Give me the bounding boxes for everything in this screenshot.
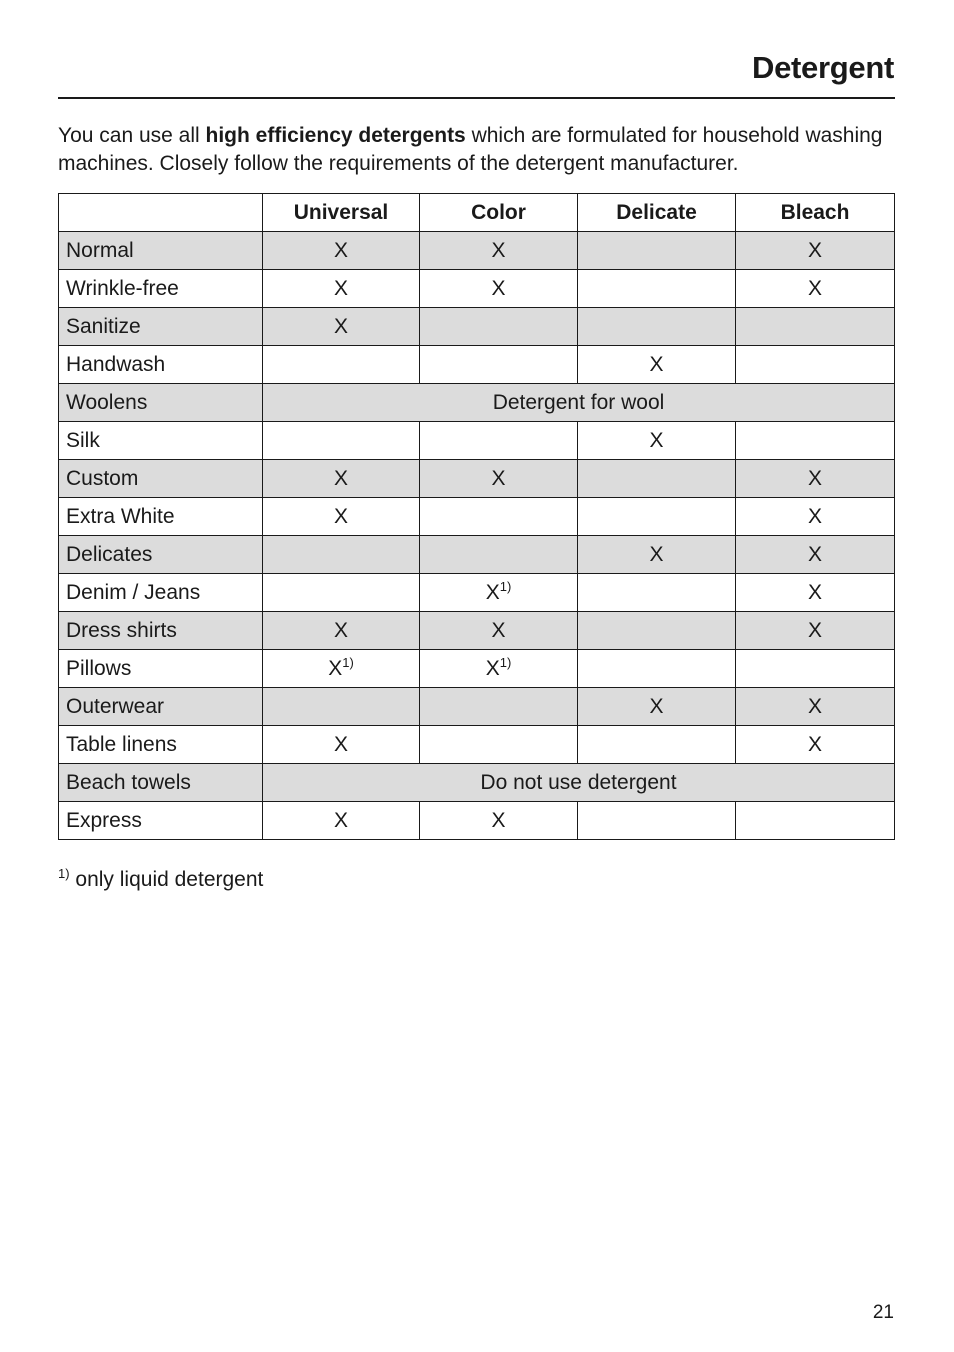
detergent-mark-cell (736, 270, 895, 308)
intro-text-start: You can use all (58, 124, 206, 147)
mark-value: X (807, 238, 822, 262)
footnote-mark: 1) (58, 866, 70, 881)
detergent-mark-cell (578, 346, 736, 384)
mark-value: X (491, 238, 506, 262)
detergent-mark-cell (578, 688, 736, 726)
mark-value: X (807, 618, 822, 642)
mark-value: X (807, 694, 822, 718)
program-name-cell: Extra White (59, 498, 263, 536)
detergent-mark-cell (420, 574, 578, 612)
detergent-mark-cell (263, 460, 420, 498)
detergent-mark-cell (736, 650, 895, 688)
detergent-mark-cell (578, 498, 736, 536)
table-row (59, 460, 895, 498)
program-name-cell: Outerwear (59, 688, 263, 726)
footnote (58, 868, 263, 892)
table-row (59, 270, 895, 308)
mark-value: X (328, 656, 343, 680)
detergent-mark-cell (736, 232, 895, 270)
program-name-cell: Delicates (59, 536, 263, 574)
table-row (59, 726, 895, 764)
detergent-mark-cell (736, 536, 895, 574)
detergent-table (58, 193, 895, 840)
footnote-reference: 1) (499, 578, 512, 594)
mark-value: X (807, 580, 822, 604)
mark-value: X (807, 542, 822, 566)
column-header-delicate: Delicate (578, 194, 736, 232)
detergent-mark-cell (420, 232, 578, 270)
mark-value: X (807, 504, 822, 528)
table-row (59, 232, 895, 270)
detergent-mark-cell (578, 232, 736, 270)
table-row (59, 802, 895, 840)
detergent-mark-cell (736, 460, 895, 498)
mark-value: X (649, 352, 664, 376)
intro-text-end: which are formulated for household washing machines. Closely follow the requirements of the detergent manufacturer. (58, 124, 883, 175)
mark-value: X (485, 656, 500, 680)
mark-value: X (491, 808, 506, 832)
detergent-mark-cell (263, 422, 420, 460)
program-name-cell: Pillows (59, 650, 263, 688)
detergent-mark-cell (420, 460, 578, 498)
header-corner-cell (59, 194, 263, 232)
detergent-mark-cell (736, 574, 895, 612)
detergent-mark-cell (420, 308, 578, 346)
detergent-mark-cell (263, 270, 420, 308)
detergent-mark-cell (263, 308, 420, 346)
detergent-mark-cell (578, 802, 736, 840)
table-row (59, 612, 895, 650)
mark-value: X (649, 428, 664, 452)
mark-value: X (333, 276, 348, 300)
footnote-reference: 1) (342, 654, 354, 670)
mark-value: X (333, 504, 348, 528)
program-name-cell: Silk (59, 422, 263, 460)
table-row (59, 498, 895, 536)
table-header-row (59, 194, 895, 232)
table-row (59, 308, 895, 346)
title-divider (58, 97, 895, 99)
table-row (59, 384, 895, 422)
detergent-mark-cell (420, 726, 578, 764)
merged-detergent-cell: Do not use detergent (263, 764, 895, 802)
detergent-mark-cell (578, 460, 736, 498)
detergent-mark-cell (578, 650, 736, 688)
detergent-mark-cell (736, 726, 895, 764)
detergent-mark-cell (578, 536, 736, 574)
detergent-mark-cell (578, 726, 736, 764)
table-row (59, 422, 895, 460)
program-name-cell: Table linens (59, 726, 263, 764)
detergent-mark-cell (736, 802, 895, 840)
detergent-mark-cell (578, 308, 736, 346)
detergent-mark-cell (263, 726, 420, 764)
mark-value: X (649, 542, 664, 566)
program-name-cell: Dress shirts (59, 612, 263, 650)
detergent-mark-cell (420, 498, 578, 536)
detergent-mark-cell (736, 612, 895, 650)
table-row (59, 650, 895, 688)
mark-value: X (333, 238, 348, 262)
detergent-mark-cell (578, 612, 736, 650)
detergent-mark-cell (263, 612, 420, 650)
intro-paragraph (58, 122, 908, 178)
detergent-mark-cell (420, 270, 578, 308)
mark-value: X (333, 808, 348, 832)
mark-value: X (649, 694, 664, 718)
mark-value: X (333, 732, 348, 756)
mark-value: X (333, 618, 348, 642)
program-name-cell: Normal (59, 232, 263, 270)
program-name-cell: Denim / Jeans (59, 574, 263, 612)
table-row (59, 536, 895, 574)
program-name-cell: Express (59, 802, 263, 840)
merged-detergent-cell: Detergent for wool (263, 384, 895, 422)
mark-value: X (333, 314, 348, 338)
footnote-reference: 1) (499, 654, 512, 670)
detergent-mark-cell (263, 650, 420, 688)
table-row (59, 346, 895, 384)
detergent-mark-cell (263, 346, 420, 384)
mark-value: X (807, 466, 822, 490)
detergent-mark-cell (736, 688, 895, 726)
column-header-universal: Universal (263, 194, 420, 232)
column-header-color: Color (420, 194, 578, 232)
detergent-mark-cell (420, 346, 578, 384)
detergent-mark-cell (263, 688, 420, 726)
table-row (59, 688, 895, 726)
column-header-bleach: Bleach (736, 194, 895, 232)
detergent-mark-cell (736, 346, 895, 384)
program-name-cell: Woolens (59, 384, 263, 422)
mark-value: X (491, 466, 506, 490)
detergent-mark-cell (736, 308, 895, 346)
detergent-mark-cell (420, 536, 578, 574)
detergent-mark-cell (263, 574, 420, 612)
detergent-mark-cell (420, 802, 578, 840)
table-row (59, 574, 895, 612)
program-name-cell: Custom (59, 460, 263, 498)
mark-value: X (333, 466, 348, 490)
detergent-mark-cell (420, 688, 578, 726)
mark-value: X (807, 732, 822, 756)
detergent-mark-cell (420, 612, 578, 650)
detergent-mark-cell (263, 232, 420, 270)
table-row (59, 764, 895, 802)
intro-text-bold: high efficiency detergents (205, 124, 466, 147)
mark-value: X (491, 618, 506, 642)
program-name-cell: Wrinkle-free (59, 270, 263, 308)
page-title: Detergent (752, 50, 894, 85)
detergent-mark-cell (263, 536, 420, 574)
detergent-mark-cell (736, 422, 895, 460)
detergent-mark-cell (420, 422, 578, 460)
mark-value: X (491, 276, 506, 300)
table-body (59, 232, 895, 840)
page-number: 21 (872, 1302, 894, 1323)
mark-value: X (807, 276, 822, 300)
detergent-mark-cell (263, 802, 420, 840)
program-name-cell: Handwash (59, 346, 263, 384)
detergent-mark-cell (420, 650, 578, 688)
detergent-mark-cell (578, 422, 736, 460)
mark-value: X (485, 580, 500, 604)
detergent-mark-cell (578, 270, 736, 308)
program-name-cell: Sanitize (59, 308, 263, 346)
detergent-mark-cell (578, 574, 736, 612)
detergent-mark-cell (736, 498, 895, 536)
footnote-text: only liquid detergent (69, 868, 264, 891)
program-name-cell: Beach towels (59, 764, 263, 802)
detergent-mark-cell (263, 498, 420, 536)
